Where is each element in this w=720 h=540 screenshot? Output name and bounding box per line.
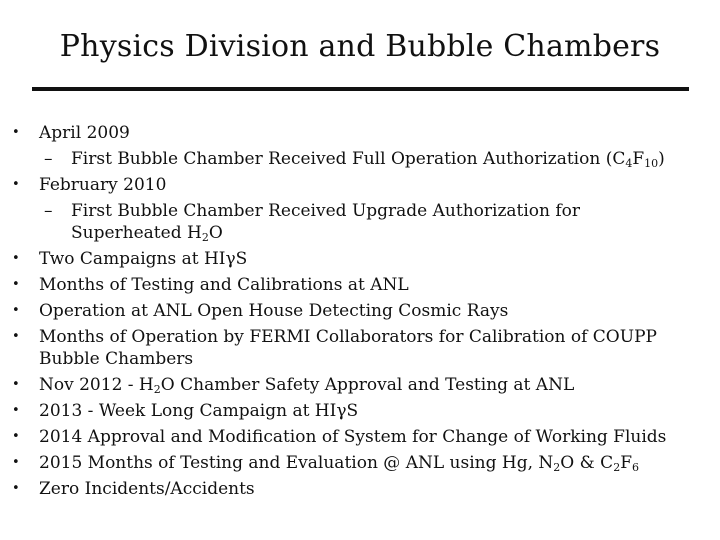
bullet-text: April 2009 <box>39 123 130 143</box>
sub-bullet-item <box>0 198 720 246</box>
bullet-icon: • <box>12 481 20 496</box>
bullet-icon: • <box>12 177 20 192</box>
bullet-icon: • <box>12 303 20 318</box>
bullet-item <box>0 324 720 372</box>
bullet-item <box>0 272 720 298</box>
bullet-text: Two Campaigns at HIγS <box>39 249 248 269</box>
bullet-item <box>0 450 720 476</box>
bullet-text: 2013 - Week Long Campaign at HIγS <box>39 401 359 421</box>
bullet-text: Operation at ANL Open House Detecting Cosmic Rays <box>39 301 509 321</box>
title-underline <box>32 87 689 91</box>
bullet-icon: • <box>12 455 20 470</box>
bullet-item <box>0 372 720 398</box>
bullet-icon: • <box>12 251 20 266</box>
sub-bullet-item <box>0 146 720 172</box>
bullet-item <box>0 476 720 502</box>
bullet-icon: • <box>12 277 20 292</box>
bullet-icon: • <box>12 125 20 140</box>
bullet-text: February 2010 <box>39 175 167 195</box>
sub-bullet-text: First Bubble Chamber Received Upgrade Authorization for Superheated $H_2O$ <box>71 201 581 244</box>
bullet-text: Zero Incidents/Accidents <box>39 479 255 499</box>
bullet-list <box>0 120 720 502</box>
bullet-item <box>0 172 720 198</box>
bullet-icon: • <box>12 429 20 444</box>
bullet-text: Months of Operation by FERMI Collaborators for Calibration of COUPP Bubble Chambers <box>39 327 657 369</box>
bullet-item <box>0 398 720 424</box>
slide-title: Physics Division and Bubble Chambers <box>59 29 661 64</box>
bullet-text: 2014 Approval and Modification of System for Change of Working Fluids <box>39 427 667 447</box>
dash-icon: – <box>44 201 53 221</box>
bullet-icon: • <box>12 403 20 418</box>
bullet-item <box>0 120 720 146</box>
bullet-text: Nov $2012 - H_2O$ Chamber Safety Approval and Testing at ANL <box>39 375 575 396</box>
bullet-icon: • <box>12 329 20 344</box>
bullet-item <box>0 424 720 450</box>
bullet-text: Months of Testing and Calibrations at ANL <box>39 275 409 295</box>
bullet-text: 2015 Months of Testing and Evaluation @ ANL using Hg, $N_2O$ & $C_2F_6$ <box>39 453 639 474</box>
sub-bullet-text: First Bubble Chamber Received Full Operation Authorization $(C_4F_{10})$ <box>71 149 665 170</box>
bullet-item <box>0 298 720 324</box>
bullet-item <box>0 246 720 272</box>
bullet-icon: • <box>12 377 20 392</box>
dash-icon: – <box>44 149 53 169</box>
